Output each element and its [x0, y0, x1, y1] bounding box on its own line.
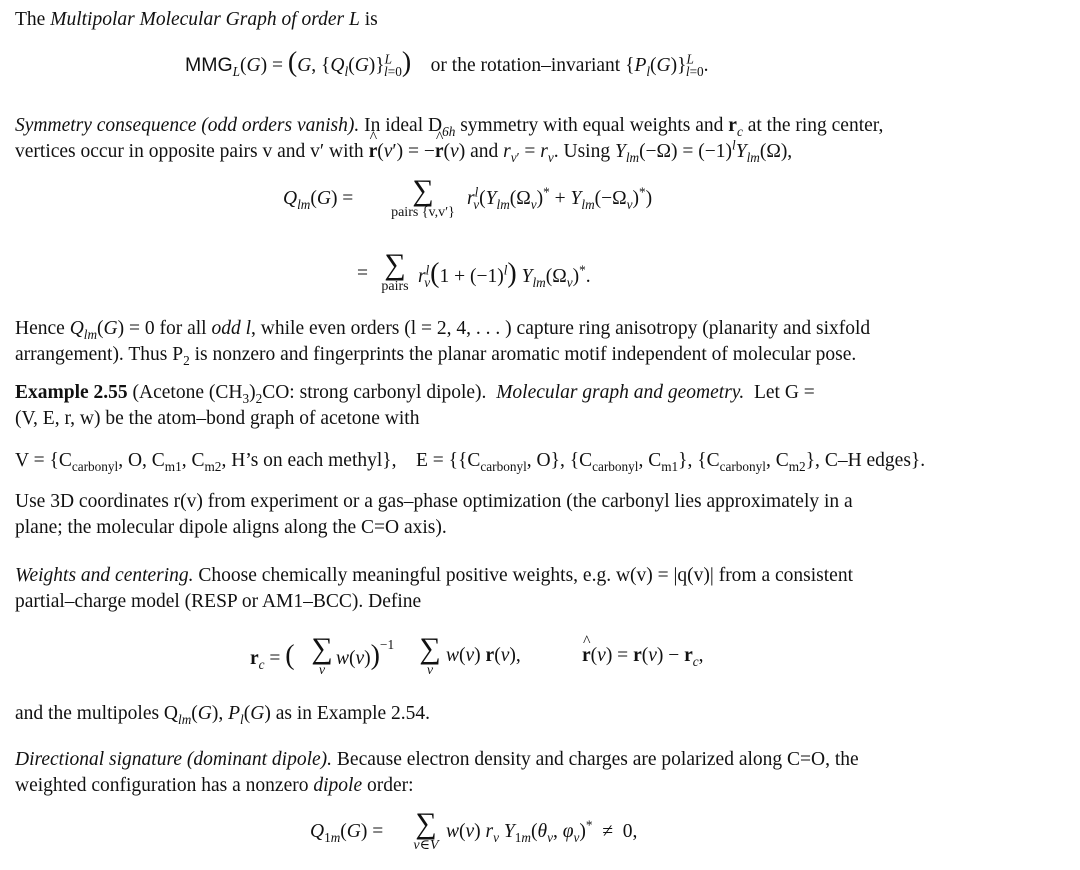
hence-odd: odd l — [211, 318, 252, 339]
hence-line-1: Hence $Q_{lm}(G) = 0$ for all odd l, while even orders (l = 2, 4, . . . ) capture ring anisotropy (planarity and sixfold — [15, 318, 871, 342]
example-line-1: Example 2.55 (Acetone $(CH_3)_2CO$: strong carbonyl dipole). Molecular graph and geometry. Let G = — [15, 382, 815, 406]
directional-heading: Directional signature (dominant dipole). — [15, 749, 333, 770]
directional-text-1: Because electron density and charges are polarized along C=O, the — [336, 749, 859, 770]
equation-qlm-2: = — [357, 263, 368, 284]
hence-line2: arrangement). Thus P — [15, 344, 184, 365]
mmg-symbol: MMG — [185, 54, 233, 76]
coords-line-2 — [15, 515, 447, 541]
sum-v-2: ∑ v — [419, 632, 441, 678]
directional-line-2 — [15, 773, 414, 799]
multipoles-line: and the multipoles $Q_{lm}(G)$, $P_l(G)$ as in Example 2.54. — [15, 703, 431, 727]
hence-line2-rest: is nonzero and fingerprints the planar aromatic motif independent of molecular pose. — [194, 344, 857, 365]
ch-edges: C–H edges}. — [824, 450, 926, 471]
coords-text-1: Use 3D coordinates r(v) from experiment or a gas–phase optimization (the carbonyl lies approximately in a — [15, 491, 853, 512]
equation-q1m-rhs: w(v) $r_v$ $Y_{1m}(\theta_v$, $\varphi_v)^* \ne 0$, — [446, 817, 638, 845]
example-let: Let G = — [753, 382, 815, 403]
equation-qlm-1-rhs: $r^l_v(Y_{lm}(\Omega_v)^* + Y_{lm}(-\Omega_v)^*)$ — [467, 184, 653, 212]
hence-line-2: arrangement). Thus $P_2$ is nonzero and fingerprints the planar aromatic motif independent of molecular pose. — [15, 344, 857, 368]
symmetry-line-1: Symmetry consequence (odd orders vanish). In ideal $D_{6h}$ symmetry with equal weights and $r_c$ at the ring center, — [15, 115, 884, 139]
directional-text-2a: weighted configuration has a nonzero — [15, 775, 309, 796]
hence-c: , while even orders (l = 2, 4, . . . ) capture ring anisotropy (planarity and sixfold — [251, 318, 871, 339]
equation-rhat: ^ $r(v) = r(v) - r_c$, — [582, 643, 704, 669]
sum-limit-pairs: pairs {v,v′} — [391, 205, 455, 220]
equation-mmg: $MMG_L(G) = (G$, $\{Q_l(G)\}^L_{l=0}$) or the rotation–invariant $\{P_l(G)\}^L_{l=0}$. — [185, 47, 709, 79]
sum-v-in-V: ∑ v∈V — [413, 807, 439, 853]
directional-dipole: dipole — [313, 775, 363, 796]
equation-qlm-2-rhs: $r^l_v(1 + (-1)^l)$ $Y_{lm}(\Omega_v)^*$. — [418, 258, 591, 290]
equation-rc-lhs: $r_c$ = ( — [250, 640, 295, 672]
intro-line — [15, 7, 378, 33]
equation-rc-rhs: w(v) r(v), — [446, 645, 521, 666]
equation-rc-mid: w(v))$^{-1}$ — [336, 636, 395, 671]
coords-line-1 — [15, 489, 853, 515]
directional-text-2b: order: — [366, 775, 414, 796]
example-title-rest: CO: strong carbonyl dipole). — [262, 382, 487, 403]
hence-b: = 0 for all — [129, 318, 207, 339]
sum-pairs-1: ∑ pairs {v,v′} — [378, 176, 468, 220]
example-label: Example 2.55 — [15, 382, 128, 403]
directional-line-1 — [15, 747, 859, 773]
intro-lead: The — [15, 9, 46, 30]
multipoles-text-rest: as in Example 2.54. — [275, 703, 431, 724]
example-line-2 — [15, 406, 419, 432]
intro-term: Multipolar Molecular Graph of order L — [50, 9, 360, 30]
equation-q1m-lhs: $Q_{1m}(G)$ = — [310, 821, 384, 845]
symmetry-heading: Symmetry consequence (odd orders vanish). — [15, 115, 360, 136]
weights-text-2: partial–charge model (RESP or AM1–BCC). Define — [15, 591, 422, 612]
weights-heading: Weights and centering. — [15, 565, 194, 586]
weights-line-2 — [15, 589, 421, 615]
symmetry-line-2: vertices occur in opposite pairs v and v′ with ^ r(v′) = −^ r(v) and $r_{v'} = r_v$. Using $Y_{lm}(-\Omega) = (-1)^lY_{lm}(\Omega)$, — [15, 139, 792, 165]
equation-qlm-1: $Q_{lm}(G)$ = — [283, 188, 354, 212]
sum-pairs-2: ∑ pairs — [374, 250, 416, 294]
weights-text-1: Choose chemically meaningful positive weights, e.g. w(v) = |q(v)| from a consistent — [198, 565, 853, 586]
intro-tail: is — [364, 9, 378, 30]
coords-text-2: plane; the molecular dipole aligns along the C=O axis). — [15, 517, 447, 538]
sum-v-1: ∑ v — [311, 632, 333, 678]
sum-limit-pairs-short: pairs — [381, 279, 409, 294]
weights-line-1 — [15, 563, 853, 589]
edge-set: E = {{C — [416, 450, 481, 471]
mmg-alt-text: or the rotation–invariant — [430, 55, 621, 76]
example-subhead: Molecular graph and geometry. — [496, 382, 745, 403]
symmetry-using: Using — [563, 141, 611, 162]
hence-a: Hence — [15, 318, 65, 339]
multipoles-text: and the multipoles Q — [15, 703, 179, 724]
vertex-edge-line: $V = \{C_{carbonyl}$, O, $C_{m1}$, $C_{m2}$, H’s on each methyl}, $E = \{\{C_{carbonyl}$, O}, {$C_{carbonyl}$, $C_{m1}$}, {$C_{carbonyl}$, $C_{m2}$}, C–H edges}. — [15, 450, 926, 474]
symmetry-text-end: at the ring center, — [747, 115, 884, 136]
symmetry-text-rest: symmetry with equal weights and — [460, 115, 724, 136]
vertex-set: V = {C — [15, 450, 72, 471]
symmetry-text: In ideal D — [364, 115, 443, 136]
symmetry-line2-text: vertices occur in opposite pairs v and v′ with — [15, 141, 364, 162]
example-line2: (V, E, r, w) be the atom–bond graph of acetone with — [15, 408, 420, 429]
example-title: (Acetone (CH — [132, 382, 243, 403]
